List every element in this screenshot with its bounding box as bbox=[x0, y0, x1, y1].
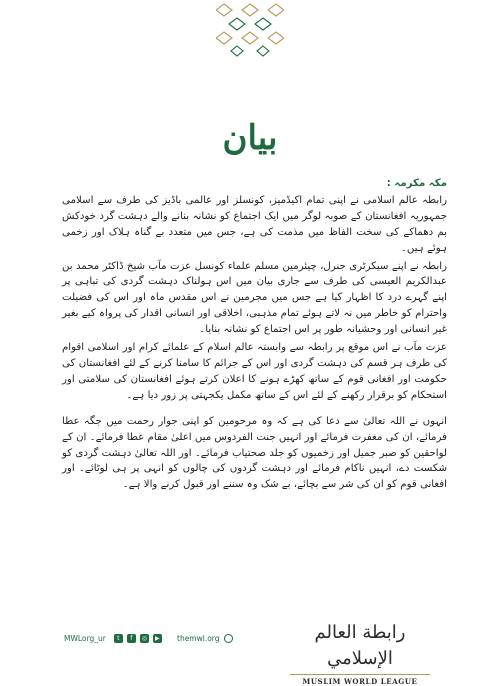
decorative-ornament bbox=[216, 0, 284, 58]
dateline: مکہ مکرمہ : bbox=[386, 178, 447, 189]
instagram-icon[interactable]: ◎ bbox=[141, 635, 147, 642]
paragraph: رابطہ نے اپنے سیکرٹری جنرل، چیئرمین مسلم علماء کونسل عزت مآب شیخ ڈاکٹر محمد بن عبدالکریم العیسی کی طرف سے جاری بیان میں اس ہولناک دہشت گردی کی تباہی پر اپنے گہرے درد کا اظہار کیا ہے جس میں مجرمین نے اس مقدس ماہ اور اس کی فضیلت واحترام کو خاطر میں نہ لاتے ہوئے تمام مذہبی، اخلاقی اور انسانی اقدار کی پرواہ کیے بغیر غیر انسانی اور وحشیانہ طور پر اس اجتماع کو نشانہ بنایا۔ bbox=[62, 260, 447, 336]
website-link[interactable] bbox=[177, 634, 233, 643]
paragraph: انہوں نے اللہ تعالیٰ سے دعا کی ہے کہ وہ مرحومین کو اپنی جوار رحمت میں جگہ عطا فرمائے، ان کی مغفرت فرمائے اور انہیں جنت الفردوس میں اعلیٰ مقام عطا فرمائے۔ ان کے لواحقین کو صبر جمیل اور زخمیوں کو جلد صحتیاب فرمائے۔ اور اللہ تعالیٰ دہشت گردی کو شکست دے، انہیں ناکام فرمائے اور دہشت گردوں کی چالوں کو انہی پر ہی لوٹائے۔ اور افغانی قوم کو ان کی شر سے بچائے، بے شک وہ سننے اور قبول کرنے والا ہے۔ bbox=[62, 415, 447, 491]
mwl-logo bbox=[280, 620, 440, 686]
logo-divider bbox=[290, 674, 430, 675]
logo-arabic: رابطة العالم الإسلامي bbox=[314, 622, 406, 669]
paragraph: عزت مآب نے اس موقع پر رابطہ سے وابستہ عالم اسلام کے علمائے کرام اور اسلامی اقوام کی طرف ہر قسم کی دہشت گردی اور اس کے جرائم کا سامنا کرنے کے لئے افغانستان کی حکومت اور افغانی قوم کے ساتھ کھڑے ہونے کا اعلان کرتے ہوئے افغانستان کی سلامتی اور استحکام کو برقرار رکھنے کے لئے اس کے ساتھ مکمل یکجہتی پر زور دیا ہے۔ bbox=[62, 342, 447, 401]
social-links bbox=[64, 634, 162, 643]
statement-body bbox=[62, 176, 447, 494]
globe-icon bbox=[224, 634, 233, 643]
logo-english: MUSLIM WORLD LEAGUE bbox=[302, 677, 418, 686]
facebook-icon[interactable]: f bbox=[127, 634, 136, 643]
footer bbox=[0, 620, 500, 686]
twitter-icon[interactable]: t bbox=[114, 634, 123, 643]
page-title: بیان bbox=[222, 118, 278, 158]
social-handle: MWLorg_ur bbox=[64, 634, 106, 643]
paragraph: رابطہ عالم اسلامی نے اپنی تمام اکیڈمیز، کونسلز اور عالمی باڈیز کی طرف سے اسلامی جمہوریہ افغانستان کے صوبہ لوگر میں ایک اجتماع کو نشانہ بنانے والے دہشت گرد خودکش بم دھماکے کی سخت الفاظ میں مذمت کی ہے، جس میں متعدد بے گناہ ہلاک اور زخمی ہوئے ہیں۔ bbox=[62, 194, 447, 254]
website-text: themwl.org bbox=[177, 634, 220, 643]
youtube-icon[interactable]: ▶ bbox=[153, 634, 162, 643]
